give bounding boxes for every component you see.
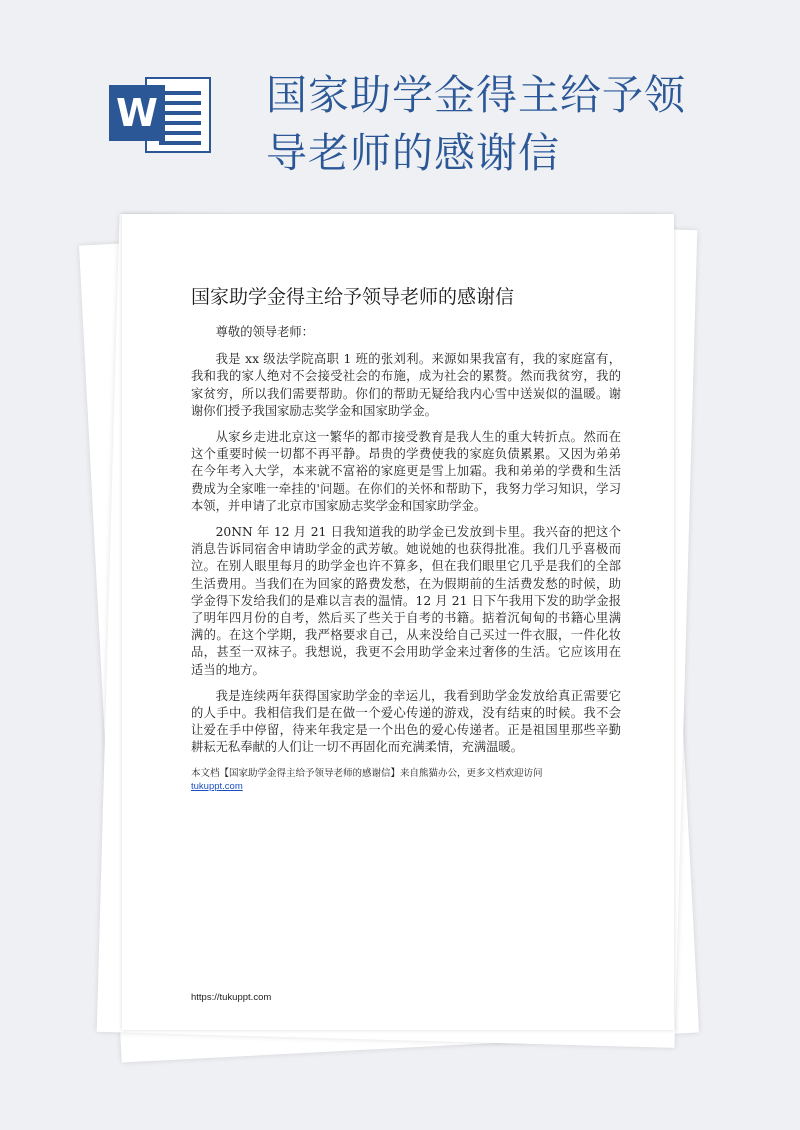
banner — [0, 0, 800, 200]
word-letter-badge: W — [109, 85, 165, 141]
document-body — [191, 324, 621, 766]
document-title: 国家助学金得主给予领导老师的感谢信 — [191, 286, 515, 308]
bottom-url: https://tukuppt.com — [191, 992, 272, 1003]
word-doc-icon — [109, 73, 213, 155]
paragraph-2: 从家乡走进北京这一繁华的都市接受教育是我人生的重大转折点。然而在这个重要时候一切都不再平静。昂贵的学费使我的家庭负债累累。又因为弟弟在今年考入大学，本来就不富裕的家庭更是雪上加霜。我和弟弟的学费和生活费成为全家唯一牵挂的'问题。在你们的关怀和帮助下，我努力学习知识，学习本领，并申请了北京市国家励志奖学金和国家助学金。 — [191, 430, 621, 513]
footer-link[interactable]: tukuppt.com — [191, 781, 243, 792]
greeting: 尊敬的领导老师： — [215, 325, 314, 339]
footer-note: 本文档【国家助学金得主给予领导老师的感谢信】来自熊猫办公，更多文档欢迎访问 — [191, 768, 543, 779]
banner-title-line2: 导老师的感谢信 — [266, 129, 560, 177]
paragraph-3: 20NN 年 12 月 21 日我知道我的助学金已发放到卡里。我兴奋的把这个消息告诉同宿舍申请助学金的武芳敏。她说她的也获得批准。我们几乎喜极而泣。在别人眼里每月的助学金也许不算多，但在我们眼里它几乎是我们的全部生活费用。当我们在为回家的路费发愁，在为假期前的生活费发愁的时候，助学金得下发给我们的是难以言表的温情。12 月 21 日下午我用下发的助学金报了明年四月份的自考，然后买了些关于自考的书籍。掂着沉甸甸的书籍心里满满的。在这个学期，我严格要求自己，从来没给自己买过一件衣服，一件化妆品，甚至一双袜子。我想说，我更不会用助学金来过奢侈的生活。它应该用在适当的地方。 — [191, 525, 621, 677]
banner-title-line1: 国家助学金得主给予领 — [266, 71, 686, 119]
banner-title — [266, 66, 786, 182]
paragraph-4: 我是连续两年获得国家助学金的幸运儿，我看到助学金发放给真正需要它的人手中。我相信我们是在做一个爱心传递的游戏，没有结束的时候。我不会让爱在手中停留，待来年我定是一个出色的爱心传递者。正是祖国里那些辛勤耕耘无私奉献的人们让一切不再固化而充满柔情，充满温暖。 — [191, 688, 621, 755]
paragraph-1: 我是 xx 级法学院高职 1 班的张刘利。来源如果我富有，我的家庭富有，我和我的家人绝对不会接受社会的布施，成为社会的累赘。然而我贫穷，我的家贫穷，所以我们需要帮助。你们的帮助无疑给我内心雪中送炭似的温暖。谢谢你们授予我国家励志奖学金和国家助学金。 — [191, 352, 621, 418]
document-page — [122, 214, 674, 1030]
